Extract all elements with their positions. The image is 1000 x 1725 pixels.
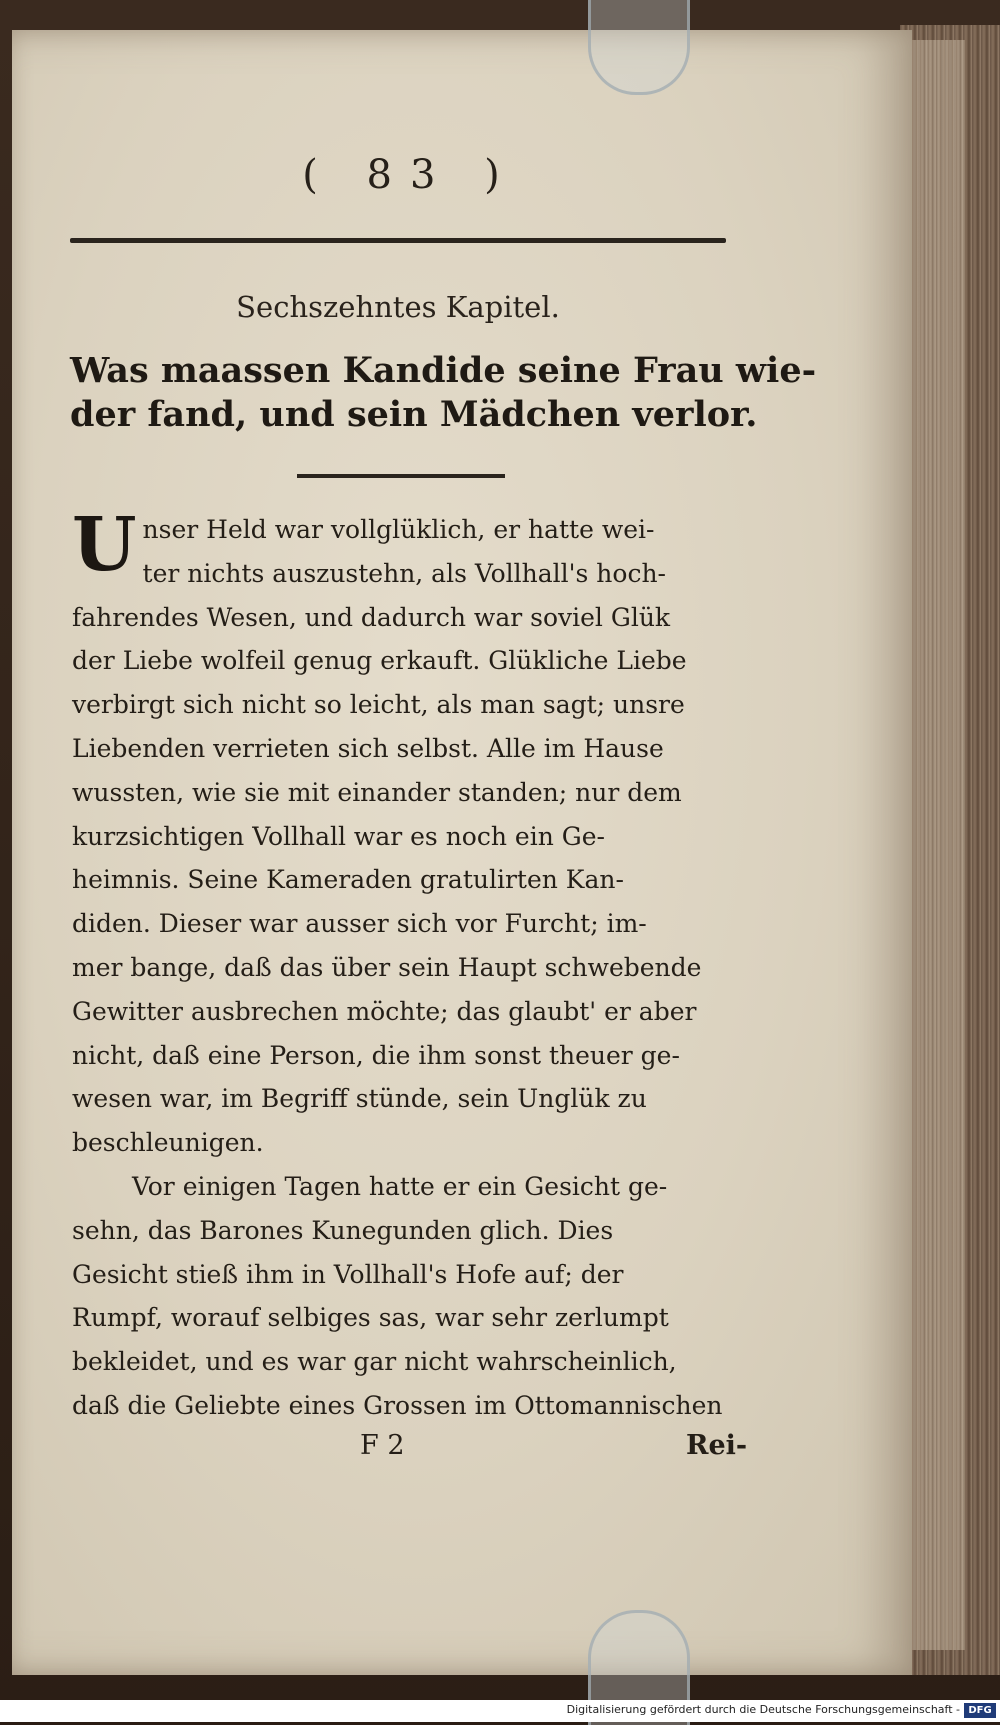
text-line: beschleunigen. <box>72 1128 264 1158</box>
title-rule <box>297 474 505 478</box>
text-line: Vor einigen Tagen hatte er ein Gesicht ge- <box>132 1171 668 1201</box>
text-line: wesen war, im Begriff stünde, sein Unglük zu <box>72 1084 647 1114</box>
text-line: verbirgt sich nicht so leicht, als man sagt; unsre <box>72 690 685 720</box>
dfg-logo: DFG <box>964 1703 996 1718</box>
text-line: fahrendes Wesen, und dadurch war soviel Glük <box>72 602 671 632</box>
text-line: nicht, daß eine Person, die ihm sonst theuer ge- <box>72 1040 680 1070</box>
text-line: daß die Geliebte eines Grossen im Ottomannischen <box>72 1390 723 1420</box>
text-line: diden. Dieser war ausser sich vor Furcht; im- <box>72 909 647 939</box>
text-line: bekleidet, und es war gar nicht wahrscheinlich, <box>72 1347 677 1377</box>
digitization-credit: Digitalisierung gefördert durch die Deutsche Forschungsgemeinschaft - <box>566 1703 960 1716</box>
body-text <box>72 502 752 1428</box>
signature-mark: F 2 <box>360 1430 405 1461</box>
chapter-title-line: Was maassen Kandide seine Frau wie- <box>70 350 817 391</box>
text-line: nser Held war vollglüklich, er hatte wei- <box>142 515 655 544</box>
text-line: wussten, wie sie mit einander standen; nur dem <box>72 777 682 807</box>
catchword: Rei- <box>686 1430 748 1461</box>
text-line: kurzsichtigen Vollhall war es noch ein Ge- <box>72 821 605 851</box>
header-rule <box>70 238 726 243</box>
text-line: Gesicht stieß ihm in Vollhall's Hofe auf; der <box>72 1259 624 1289</box>
page-edges <box>905 40 965 1650</box>
text-line: heimnis. Seine Kameraden gratulirten Kan- <box>72 865 624 895</box>
chapter-heading: Sechszehntes Kapitel. <box>236 290 560 324</box>
chapter-title <box>70 345 817 435</box>
text-line: Rumpf, worauf selbiges sas, war sehr zerlumpt <box>72 1303 669 1333</box>
drop-cap: U <box>72 502 137 588</box>
text-line: mer bange, daß das über sein Haupt schwebende <box>72 952 702 982</box>
text-line: der Liebe wolfeil genug erkauft. Glükliche Liebe <box>72 646 687 676</box>
page-number: ( 83 ) <box>302 152 518 198</box>
page-clip-top <box>588 0 690 95</box>
text-line: Liebenden verrieten sich selbst. Alle im Hause <box>72 733 664 763</box>
text-line: Gewitter ausbrechen möchte; das glaubt' er aber <box>72 996 697 1026</box>
text-line: ter nichts auszustehn, als Vollhall's hoch- <box>142 558 667 588</box>
chapter-title-line: der fand, und sein Mädchen verlor. <box>70 393 758 435</box>
text-line: sehn, das Barones Kunegunden glich. Dies <box>72 1215 614 1245</box>
